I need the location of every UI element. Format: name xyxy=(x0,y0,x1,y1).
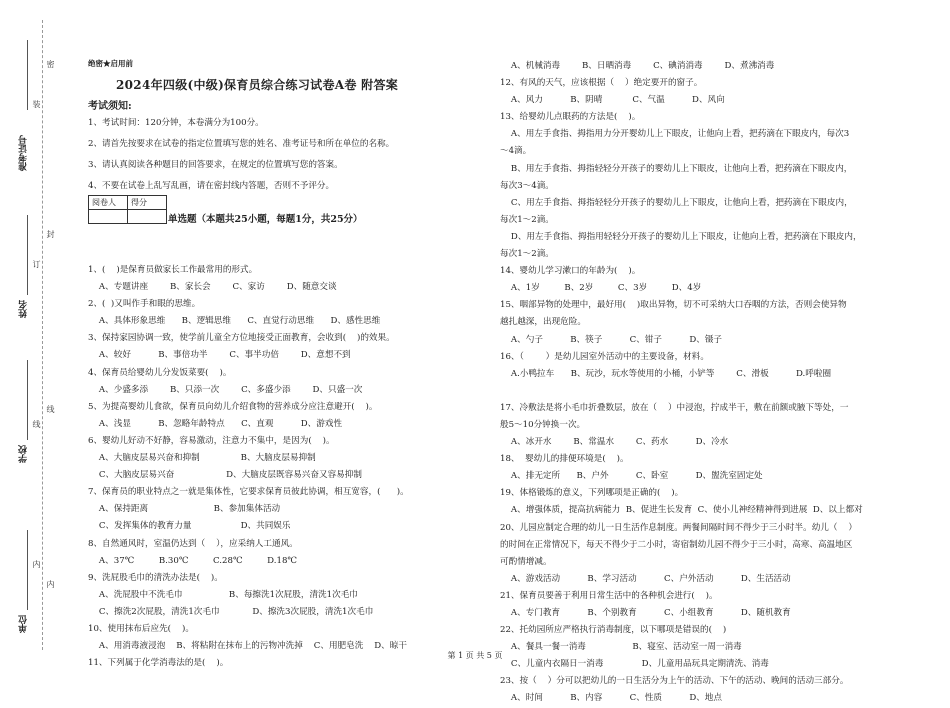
question-line: 1、( )是保育员做家长工作最常用的形式。 xyxy=(88,265,258,275)
score-table-header-grader: 阅卷人 xyxy=(89,196,128,210)
question-line: B、用左手食指、拇指轻轻分开孩子的婴幼儿上下眼皮，让他向上看，把药滴在下眼皮内， xyxy=(500,163,853,174)
margin-tick: 线 xyxy=(32,420,41,429)
score-table xyxy=(88,195,167,224)
label-name: 姓名 xyxy=(19,300,29,318)
question-line: 9、洗屁股毛巾的清洗办法是( )。 xyxy=(88,572,223,583)
question-line: A、冰开水 B、常温水 C、药水 D、冷水 xyxy=(500,437,729,448)
right-question-column xyxy=(500,58,910,708)
question-line: A、机械消毒 B、日晒消毒 C、碘消消毒 D、煮沸消毒 xyxy=(500,61,775,71)
notice-item: 2、请首先按要求在试卷的指定位置填写您的姓名、准考证号和所在单位的名称。 xyxy=(88,139,395,149)
confidential-mark: 绝密★启用前 xyxy=(88,59,133,68)
question-line: A.小鸭拉车 B、玩沙，玩水等使用的小桶，小铲等 C、滑板 D.呼啦圈 xyxy=(500,368,832,379)
question-line: A、用消毒液浸泡 B、将粘附在抹布上的污物冲洗掉 C、用肥皂洗 D、晾干 xyxy=(88,641,407,652)
field-line-name xyxy=(27,215,28,295)
question-line: A、37℃ B.30℃ C.28℃ D.18℃ xyxy=(88,555,298,566)
question-line: 2、( )又叫作手和眼的思维。 xyxy=(88,299,201,310)
question-line: A、增强体质，提高抗病能力 B、促进生长发育 C、使小儿神经精神得到进展 D、以上都对 xyxy=(500,505,863,516)
left-question-column xyxy=(88,262,473,672)
label-school: 学校 xyxy=(19,445,29,463)
question-line: A、1岁 B、2岁 C、3岁 D、4岁 xyxy=(500,283,702,294)
question-line: A、风力 B、阴晴 C、气温 D、风向 xyxy=(500,95,725,106)
question-line: 14、婴幼儿学习漱口的年龄为( )。 xyxy=(500,266,641,277)
question-line: 7、保育员的职业特点之一就是集体性，它要求保育员彼此协调，相互宽容，( )。 xyxy=(88,487,409,498)
field-line-unit xyxy=(27,530,28,610)
question-line: 越扎越深，出现危险。 xyxy=(500,317,586,328)
seal-char: 内 xyxy=(46,580,55,589)
question-line: C、用左手食指、拇指轻轻分开孩子的婴幼儿上下眼皮，让他向上看，把药滴在下眼皮内， xyxy=(500,197,853,208)
question-line xyxy=(500,383,910,400)
label-exam-number: 准考证号 xyxy=(19,135,29,171)
notice-heading: 考试须知: xyxy=(88,101,132,112)
label-unit: 单位 xyxy=(19,615,29,633)
question-line: A、专题讲座 B、家长会 C、家访 D、随意交谈 xyxy=(88,282,337,293)
question-line: ～4滴。 xyxy=(500,146,532,157)
page-footer: 第 1 页 共 5 页 xyxy=(447,651,503,660)
question-line: C、擦洗2次屁股，清洗1次毛巾 D、擦洗3次屁股，清洗1次毛巾 xyxy=(88,606,374,617)
question-line: 3、保持家园协调一致，使学前儿童全方位地接受正面教育，会收到( )的效果。 xyxy=(88,333,395,344)
question-line: A、用左手食指、拇指用力分开婴幼儿上下眼皮，让他向上看，把药滴在下眼皮内，每次3 xyxy=(500,129,850,140)
seal-line xyxy=(42,20,43,650)
margin-tick: 内 xyxy=(32,560,41,569)
question-line: A、浅显 B、忽略年龄特点 C、直观 D、游戏性 xyxy=(88,418,343,429)
field-line-exam-number xyxy=(27,40,28,110)
question-line: 8、自然通风时，室温仍达到（ ），应采纳人工通风。 xyxy=(88,538,298,549)
question-line: 般5～10分钟换一次。 xyxy=(500,419,586,430)
question-line: A、专门教育 B、个别教育 C、小组教育 D、随机教育 xyxy=(500,608,791,618)
question-line: A、时间 B、内容 C、性质 D、地点 xyxy=(500,693,722,704)
question-line: 每次3～4滴。 xyxy=(500,180,554,191)
question-line: 15、咽部异物的处理中，最好用( )取出异物，切不可采纳大口吞咽的方法，否则会使异物 xyxy=(500,300,847,311)
question-line: A、游戏活动 B、学习活动 C、户外活动 D、生活活动 xyxy=(500,573,791,584)
question-line: 18、 婴幼儿的排便环境是( )。 xyxy=(500,454,629,465)
question-line: 17、冷敷法是将小毛巾折叠数层，放在（ ）中浸泡，拧成半干，敷在前额或腋下等处，一 xyxy=(500,402,849,413)
question-line: A、保持距离 B、参加集体活动 xyxy=(88,504,281,515)
question-line: 20、儿园应制定合理的幼儿一日生活作息制度。两餐间隔时间不得少于三小时半。幼儿（ ） xyxy=(500,522,858,533)
notice-item: 1、考试时间：120分钟，本卷满分为100分。 xyxy=(88,118,264,128)
field-line-school xyxy=(27,360,28,440)
question-line: C、儿童内衣隔日一消毒 D、儿童用品玩具定期清洗、消毒 xyxy=(500,659,769,670)
question-line: 13、给婴幼儿点眼药的方法是( )。 xyxy=(500,112,641,123)
question-line: A、少盛多添 B、只添一次 C、多盛少添 D、只盛一次 xyxy=(88,384,363,395)
question-line: D、用左手食指、拇指用轻轻分开孩子的婴幼儿上下眼皮，让他向上看，把药滴在下眼皮内， xyxy=(500,231,862,242)
section-heading: 单选题（本题共25小题，每题1分，共25分） xyxy=(168,214,363,225)
question-line: C、发挥集体的教育力量 D、共同娱乐 xyxy=(88,521,291,532)
question-line: A、餐具一餐一消毒 B、寝室、活动室一周一消毒 xyxy=(500,642,742,653)
question-line: 可酌情增减。 xyxy=(500,556,552,567)
question-line: A、洗屁股中不洗毛巾 B、每擦洗1次屁股，清洗1次毛巾 xyxy=(88,589,358,600)
seal-char: 线 xyxy=(46,405,55,414)
question-line: 每次1～2滴。 xyxy=(500,249,554,260)
score-table-header-score: 得分 xyxy=(128,196,167,210)
question-line: 每次1～2滴。 xyxy=(500,214,554,225)
question-line: 19、体格锻炼的意义，下列哪项是正确的( )。 xyxy=(500,488,684,499)
question-line: 12、有风的天气，应该根据（ ）绝定要开的窗子。 xyxy=(500,78,703,89)
question-line: 10、使用抹布后应先( )。 xyxy=(88,623,194,634)
notice-list xyxy=(88,113,394,197)
seal-char: 封 xyxy=(46,230,55,239)
question-line: 16、（ ）是幼儿园室外活动中的主要设备，材料。 xyxy=(500,351,709,362)
question-line: 11、下列属于化学消毒法的是( )。 xyxy=(88,658,229,669)
grader-cell[interactable] xyxy=(89,210,128,224)
notice-item: 4、不要在试卷上乱写乱画，请在密封线内答题，否则不予评分。 xyxy=(88,181,335,191)
notice-item: 3、请认真阅读各种题目的回答要求，在规定的位置填写您的答案。 xyxy=(88,160,343,170)
question-line: 21、保育员要善于利用日常生活中的各种机会进行( )。 xyxy=(500,590,718,601)
question-line: A、大脑皮层易兴奋和抑制 B、大脑皮层易抑制 xyxy=(88,453,316,464)
question-line: 4、保育员给婴幼儿分发饭菜要( )。 xyxy=(88,367,232,378)
question-line: 23、按（ ）分可以把幼儿的一日生活分为上午的活动、下午的活动、晚间的活动三部分。 xyxy=(500,676,849,687)
margin-tick: 装 xyxy=(32,100,41,109)
question-line: 的时间在正常情况下，每天不得少于二小时，寄宿制幼儿园不得少于三小时，高寒、高温地区 xyxy=(500,539,853,550)
question-line: A、排无定所 B、户外 C、卧室 D、盥洗室固定处 xyxy=(500,471,763,482)
question-line: 22、托幼园所应严格执行消毒制度，以下哪项是错误的( ) xyxy=(500,625,727,636)
question-line: A、较好 B、事倍功半 C、事半功倍 D、意想不到 xyxy=(88,350,351,361)
seal-char: 密 xyxy=(46,60,55,69)
question-line: C、大脑皮层易兴奋 D、大脑皮层既容易兴奋又容易抑制 xyxy=(88,470,362,481)
question-line: 6、婴幼儿好动不好静，容易激动，注意力不集中，是因为( )。 xyxy=(88,435,335,446)
margin-tick: 订 xyxy=(32,260,41,269)
question-line: A、勺子 B、筷子 C、钳子 D、镊子 xyxy=(500,334,722,345)
page-title: 2024年四级(中级)保育员综合练习试卷A卷 附答案 xyxy=(116,78,399,92)
question-line: 5、为提高婴幼儿食欲，保育员向幼儿介绍食物的营养成分应注意避开( )。 xyxy=(88,401,378,412)
question-line: A、具体形象思维 B、逻辑思维 C、直觉行动思维 D、感性思维 xyxy=(88,316,381,327)
score-cell[interactable] xyxy=(128,210,167,224)
